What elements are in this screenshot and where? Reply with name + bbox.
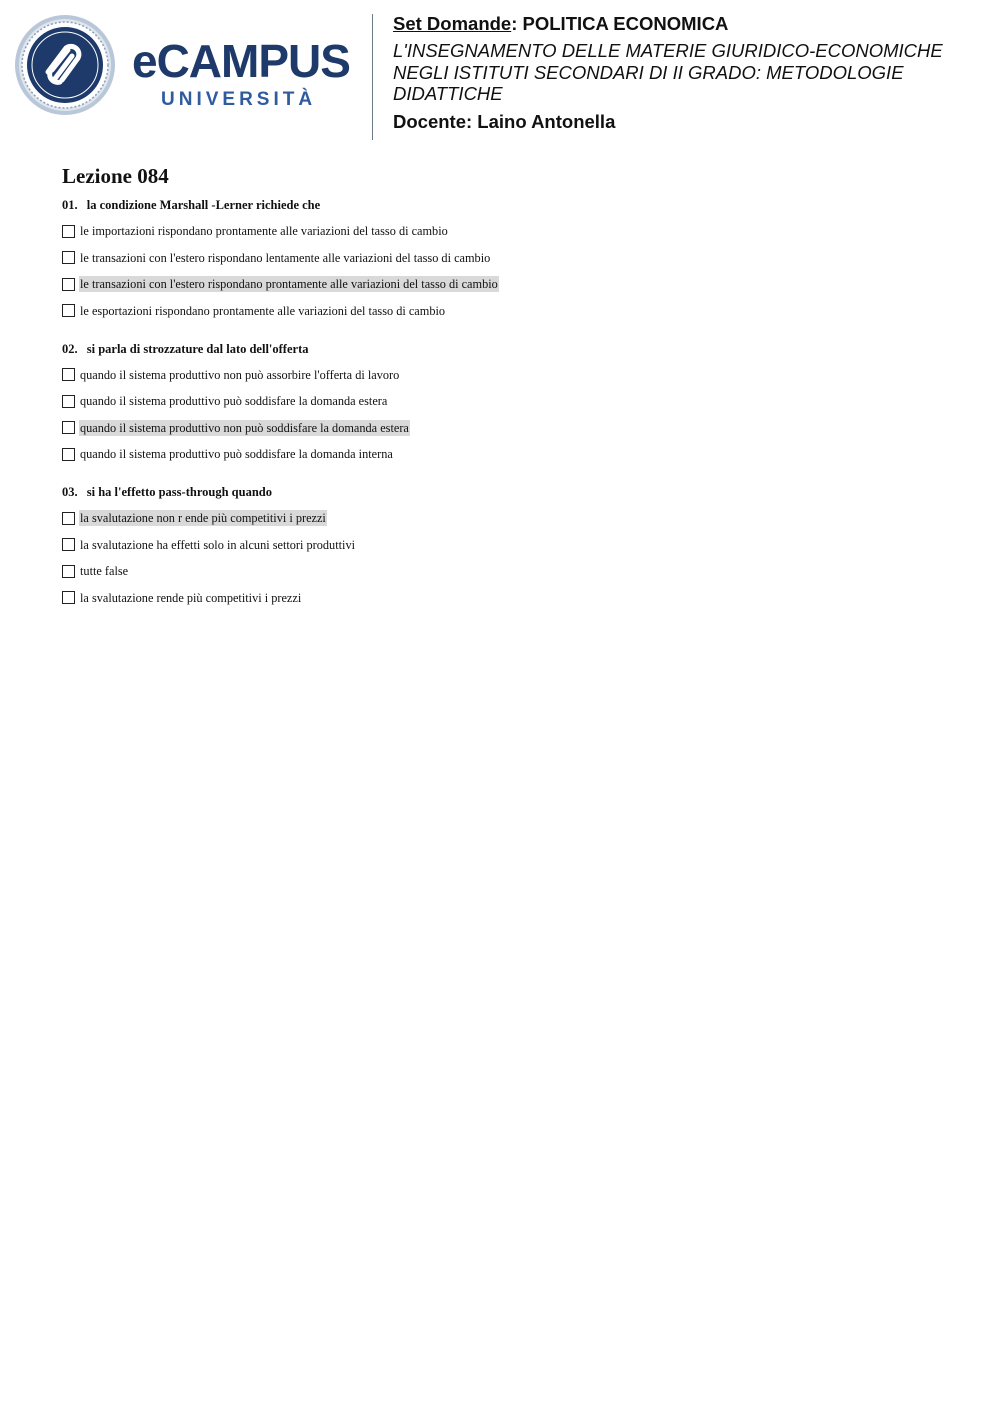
question-label: si ha l'effetto pass-through quando [86, 485, 272, 499]
question-label: la condizione Marshall -Lerner richiede che [86, 198, 321, 212]
answer-checkbox[interactable] [62, 565, 75, 578]
answer-option[interactable] [62, 537, 962, 553]
course-title: L'INSEGNAMENTO DELLE MATERIE GIURIDICO-ECONOMICHE NEGLI ISTITUTI SECONDARI DI II GRADO: METODOLOGIE DIDATTICHE [393, 40, 943, 104]
answer-option[interactable] [62, 250, 962, 266]
question-label: si parla di strozzature dal lato dell'offerta [86, 341, 309, 356]
question-block [62, 341, 962, 463]
logo-wordmark: eCAMPUS [132, 35, 350, 87]
quiz-content [62, 163, 962, 628]
answer-option[interactable] [62, 510, 962, 526]
answer-checkbox[interactable] [62, 421, 75, 434]
answer-text: le esportazioni rispondano prontamente alle variazioni del tasso di cambio [80, 303, 446, 318]
set-subject: : POLITICA ECONOMICA [511, 13, 729, 34]
answer-option[interactable] [62, 276, 962, 292]
answer-option[interactable] [62, 303, 962, 319]
question-number: 02. [62, 341, 78, 356]
question-text [62, 341, 962, 357]
question-text [62, 197, 962, 213]
ecampus-emblem-icon [14, 14, 116, 116]
answer-text: le transazioni con l'estero rispondano lentamente alle variazioni del tasso di cambio [80, 250, 491, 265]
header-divider [372, 14, 373, 140]
answer-checkbox[interactable] [62, 225, 75, 238]
answer-text: le importazioni rispondano prontamente alle variazioni del tasso di cambio [80, 224, 448, 238]
answer-checkbox[interactable] [62, 448, 75, 461]
answer-text-highlighted: le transazioni con l'estero rispondano prontamente alle variazioni del tasso di cambio [80, 277, 498, 291]
answer-text-highlighted: la svalutazione non r ende più competitivi i prezzi [80, 511, 326, 525]
answer-checkbox[interactable] [62, 591, 75, 604]
answer-checkbox[interactable] [62, 395, 75, 408]
answer-text: quando il sistema produttivo può soddisfare la domanda estera [80, 394, 388, 408]
teacher-name: Docente: Laino Antonella [393, 110, 616, 132]
ecampus-logo [14, 14, 359, 119]
set-title [393, 12, 983, 36]
answer-checkbox[interactable] [62, 538, 75, 551]
answer-checkbox[interactable] [62, 304, 75, 317]
question-number: 03. [62, 485, 78, 499]
answer-option[interactable] [62, 393, 962, 409]
answer-option[interactable] [62, 563, 962, 579]
question-block [62, 197, 962, 319]
header-info [393, 12, 983, 133]
answer-option[interactable] [62, 590, 962, 606]
answer-option[interactable] [62, 446, 962, 462]
answer-checkbox[interactable] [62, 251, 75, 264]
answer-text: quando il sistema produttivo non può assorbire l'offerta di lavoro [80, 367, 400, 382]
answer-checkbox[interactable] [62, 368, 75, 381]
answer-text: la svalutazione ha effetti solo in alcuni settori produttivi [80, 537, 356, 552]
question-block [62, 484, 962, 606]
lesson-title: Lezione 084 [62, 164, 169, 188]
question-number: 01. [62, 198, 78, 212]
answer-checkbox[interactable] [62, 512, 75, 525]
answer-option[interactable] [62, 420, 962, 436]
logo-subtitle: UNIVERSITÀ [161, 89, 317, 110]
answer-text: la svalutazione rende più competitivi i prezzi [80, 590, 302, 605]
answer-text: tutte false [80, 564, 129, 578]
answer-text-highlighted: quando il sistema produttivo non può soddisfare la domanda estera [80, 420, 409, 435]
answer-option[interactable] [62, 367, 962, 383]
set-label: Set Domande [393, 13, 512, 34]
answer-checkbox[interactable] [62, 278, 75, 291]
question-text [62, 484, 962, 500]
answer-text: quando il sistema produttivo può soddisfare la domanda interna [80, 447, 393, 461]
answer-option[interactable] [62, 223, 962, 239]
document-header [0, 0, 1000, 150]
